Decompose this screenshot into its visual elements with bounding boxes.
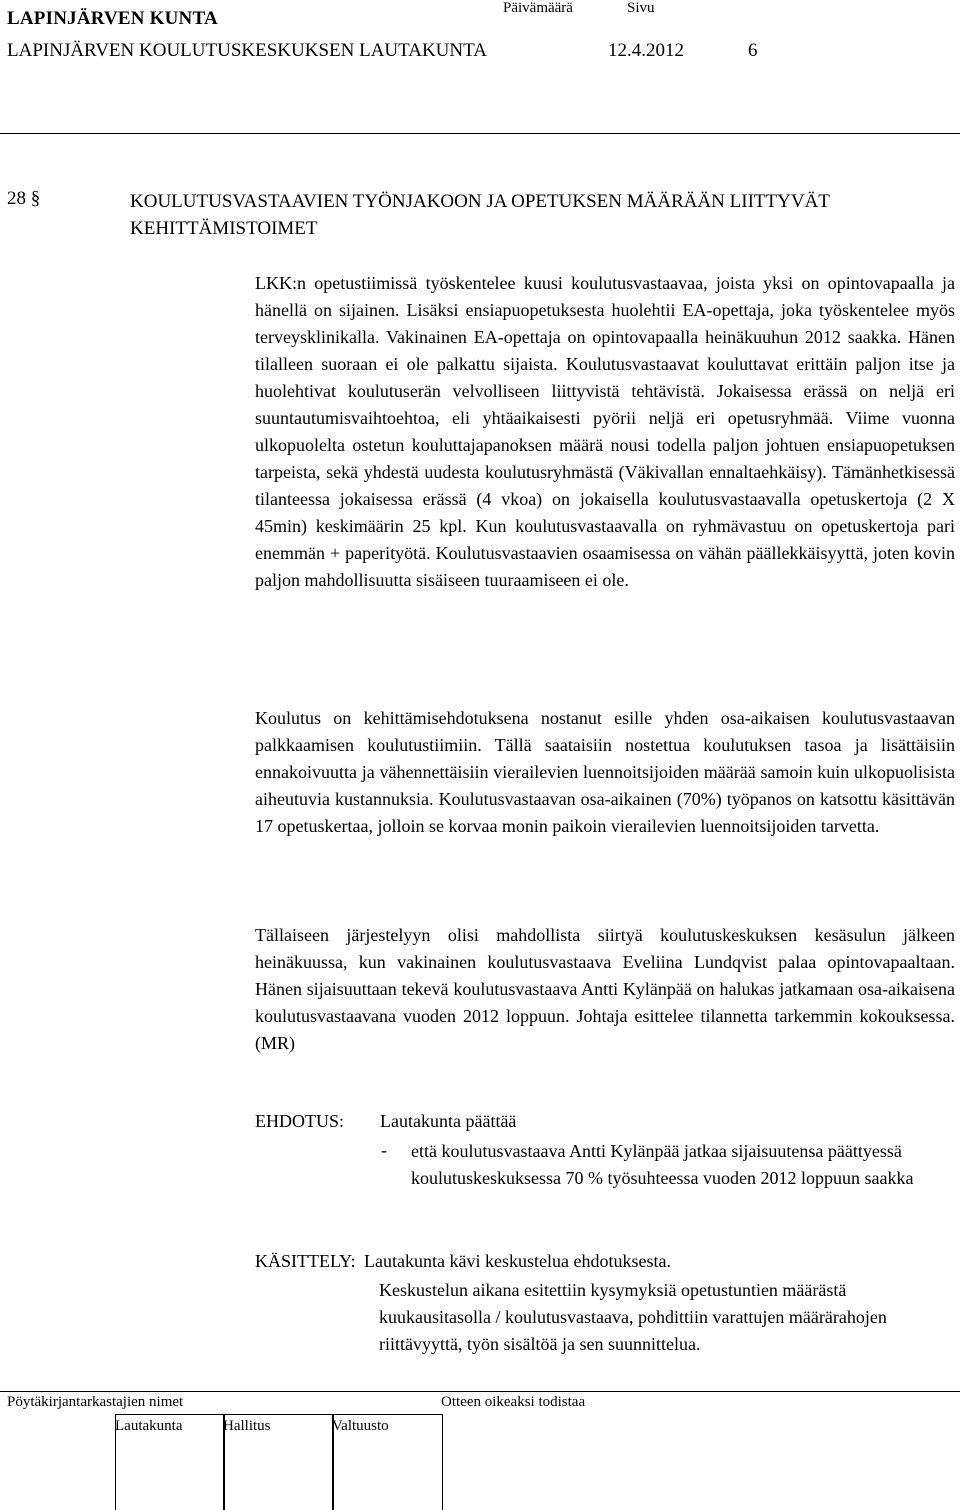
paragraph-1 [255,270,955,594]
section-number: 28 § [7,188,41,209]
handling-lead: Lautakunta kävi keskustelua ehdotuksesta. [364,1251,671,1271]
paragraph-text: LKK:n opetustiimissä työskentelee kuusi koulutusvastaavaa, joista yksi on opintovapaalla ja hänellä on sijainen. Lisäksi ensiapuopetuksesta huolehtii EA-opettaja, joka työskentelee myös terveysklinikalla. Vakinainen EA-opettaja on opintovapaalla heinäkuuhun 2012 saakka. Hänen tilalleen suoraan ei ole palkattu sijaista. Koulutusvastaavat kouluttavat erittäin paljon itse ja huolehtivat koulutuserän velvolliseen liittyvistä tehtävistä. Jokaisessa erässä on neljä eri suuntautumisvaihtoehtoa, eli yhtäaikaisesti pyörii neljä eri opetusryhmää. Viime vuonna ulkopuolelta ostetun kouluttajapanoksen määrä nousi todella paljon johtuen ensiapuopetuksen tarpeista, sekä yhdestä uudesta koulutusryhmästä (Väkivallan ennaltaehkäisy). Tämänhetkisessä tilanteessa jokaisessa erässä (4 vkoa) on jokaisella koulutusvastaavalla opetuskertoja (2 X 45min) keskimäärin 25 kpl. Kun koulutusvastaavalla on ryhmävastuu on opetuskertoja pari enemmän + paperityötä. Koulutusvastaavien osaamisessa on vähän päällekkäisyyttä, joten kovin paljon mahdollisuutta sisäiseen tuuraamiseen ei ole. [255,273,955,590]
signature-box-hallitus [223,1414,334,1510]
footer-divider [0,1391,960,1392]
signature-box-lautakunta [115,1414,225,1510]
section-title: KOULUTUSVASTAAVIEN TYÖNJAKOON JA OPETUKSEN MÄÄRÄÄN LIITTYVÄT KEHITTÄMISTOIMET [130,191,830,239]
page-number: 6 [748,40,758,61]
body-hallitus: Hallitus [223,1418,271,1434]
paragraph-2 [255,705,955,840]
header-line [7,40,758,62]
body-lautakunta: Lautakunta [115,1418,183,1434]
organization-name: LAPINJÄRVEN KUNTA [7,8,218,29]
proposal-label: EHDOTUS: [255,1111,344,1131]
body-valtuusto: Valtuusto [332,1418,389,1434]
header-divider [0,133,960,134]
signature-box-valtuusto [332,1414,443,1510]
proposal-item: että koulutusvastaava Antti Kylänpää jatkaa sijaisuutensa päättyessä koulutuskeskuksessa 70 % työsuhteessa vuoden 2012 loppuun saakka [411,1141,914,1188]
committee-name: LAPINJÄRVEN KOULUTUSKESKUKSEN LAUTAKUNTA [7,40,487,61]
paragraph-3 [255,922,955,1057]
proposal-row [255,1111,517,1132]
paragraph-text: Tällaiseen järjestelyyn olisi mahdollista siirtyä koulutuskeskuksen kesäsulun jälkeen heinäkuussa, kun vakinainen koulutusvastaava Eveliina Lundqvist palaa opintovapaaltaan. Hänen sijaisuuttaan tekevä koulutusvastaava Antti Kylänpää on halukas jatkamaan osa-aikaisena koulutusvastaavana vuoden 2012 loppuun. Johtaja esittelee tilannetta tarkemmin kokouksessa. (MR) [255,925,955,1053]
proposal-lead: Lautakunta päättää [380,1111,517,1131]
handling-detail: Keskustelun aikana esitettiin kysymyksiä opetustuntien määrästä kuukausitasolla / koulutusvastaava, pohdittiin varattujen määrärahojen riittävyyttä, työn sisältöä ja sen suunnittelua. [379,1280,887,1354]
proposal-dash: - [381,1140,387,1160]
certified-label: Otteen oikeaksi todistaa [441,1394,586,1410]
handling-row [255,1251,671,1272]
handling-label: KÄSITTELY: [255,1251,356,1271]
meeting-date: 12.4.2012 [608,40,684,61]
date-label: Päivämäärä [503,0,573,16]
page-label: Sivu [627,0,655,16]
paragraph-text: Koulutus on kehittämisehdotuksena nostanut esille yhden osa-aikaisen koulutusvastaavan palkkaamisen koulutustiimiin. Tällä saataisiin nostettua koulutuksen tasoa ja lisättäisiin ennakoivuutta ja vähennettäisiin vierailevien luennoitsijoiden määrää samoin kuin ulkopuolisista aiheutuvia kustannuksia. Koulutusvastaavan osa-aikainen (70%) työpanos on katsottu käsittävän 17 opetuskertaa, jolloin se korvaa monin paikoin vierailevien luennoitsijoiden tarvetta. [255,708,955,836]
examiners-label: Pöytäkirjantarkastajien nimet [7,1394,184,1410]
